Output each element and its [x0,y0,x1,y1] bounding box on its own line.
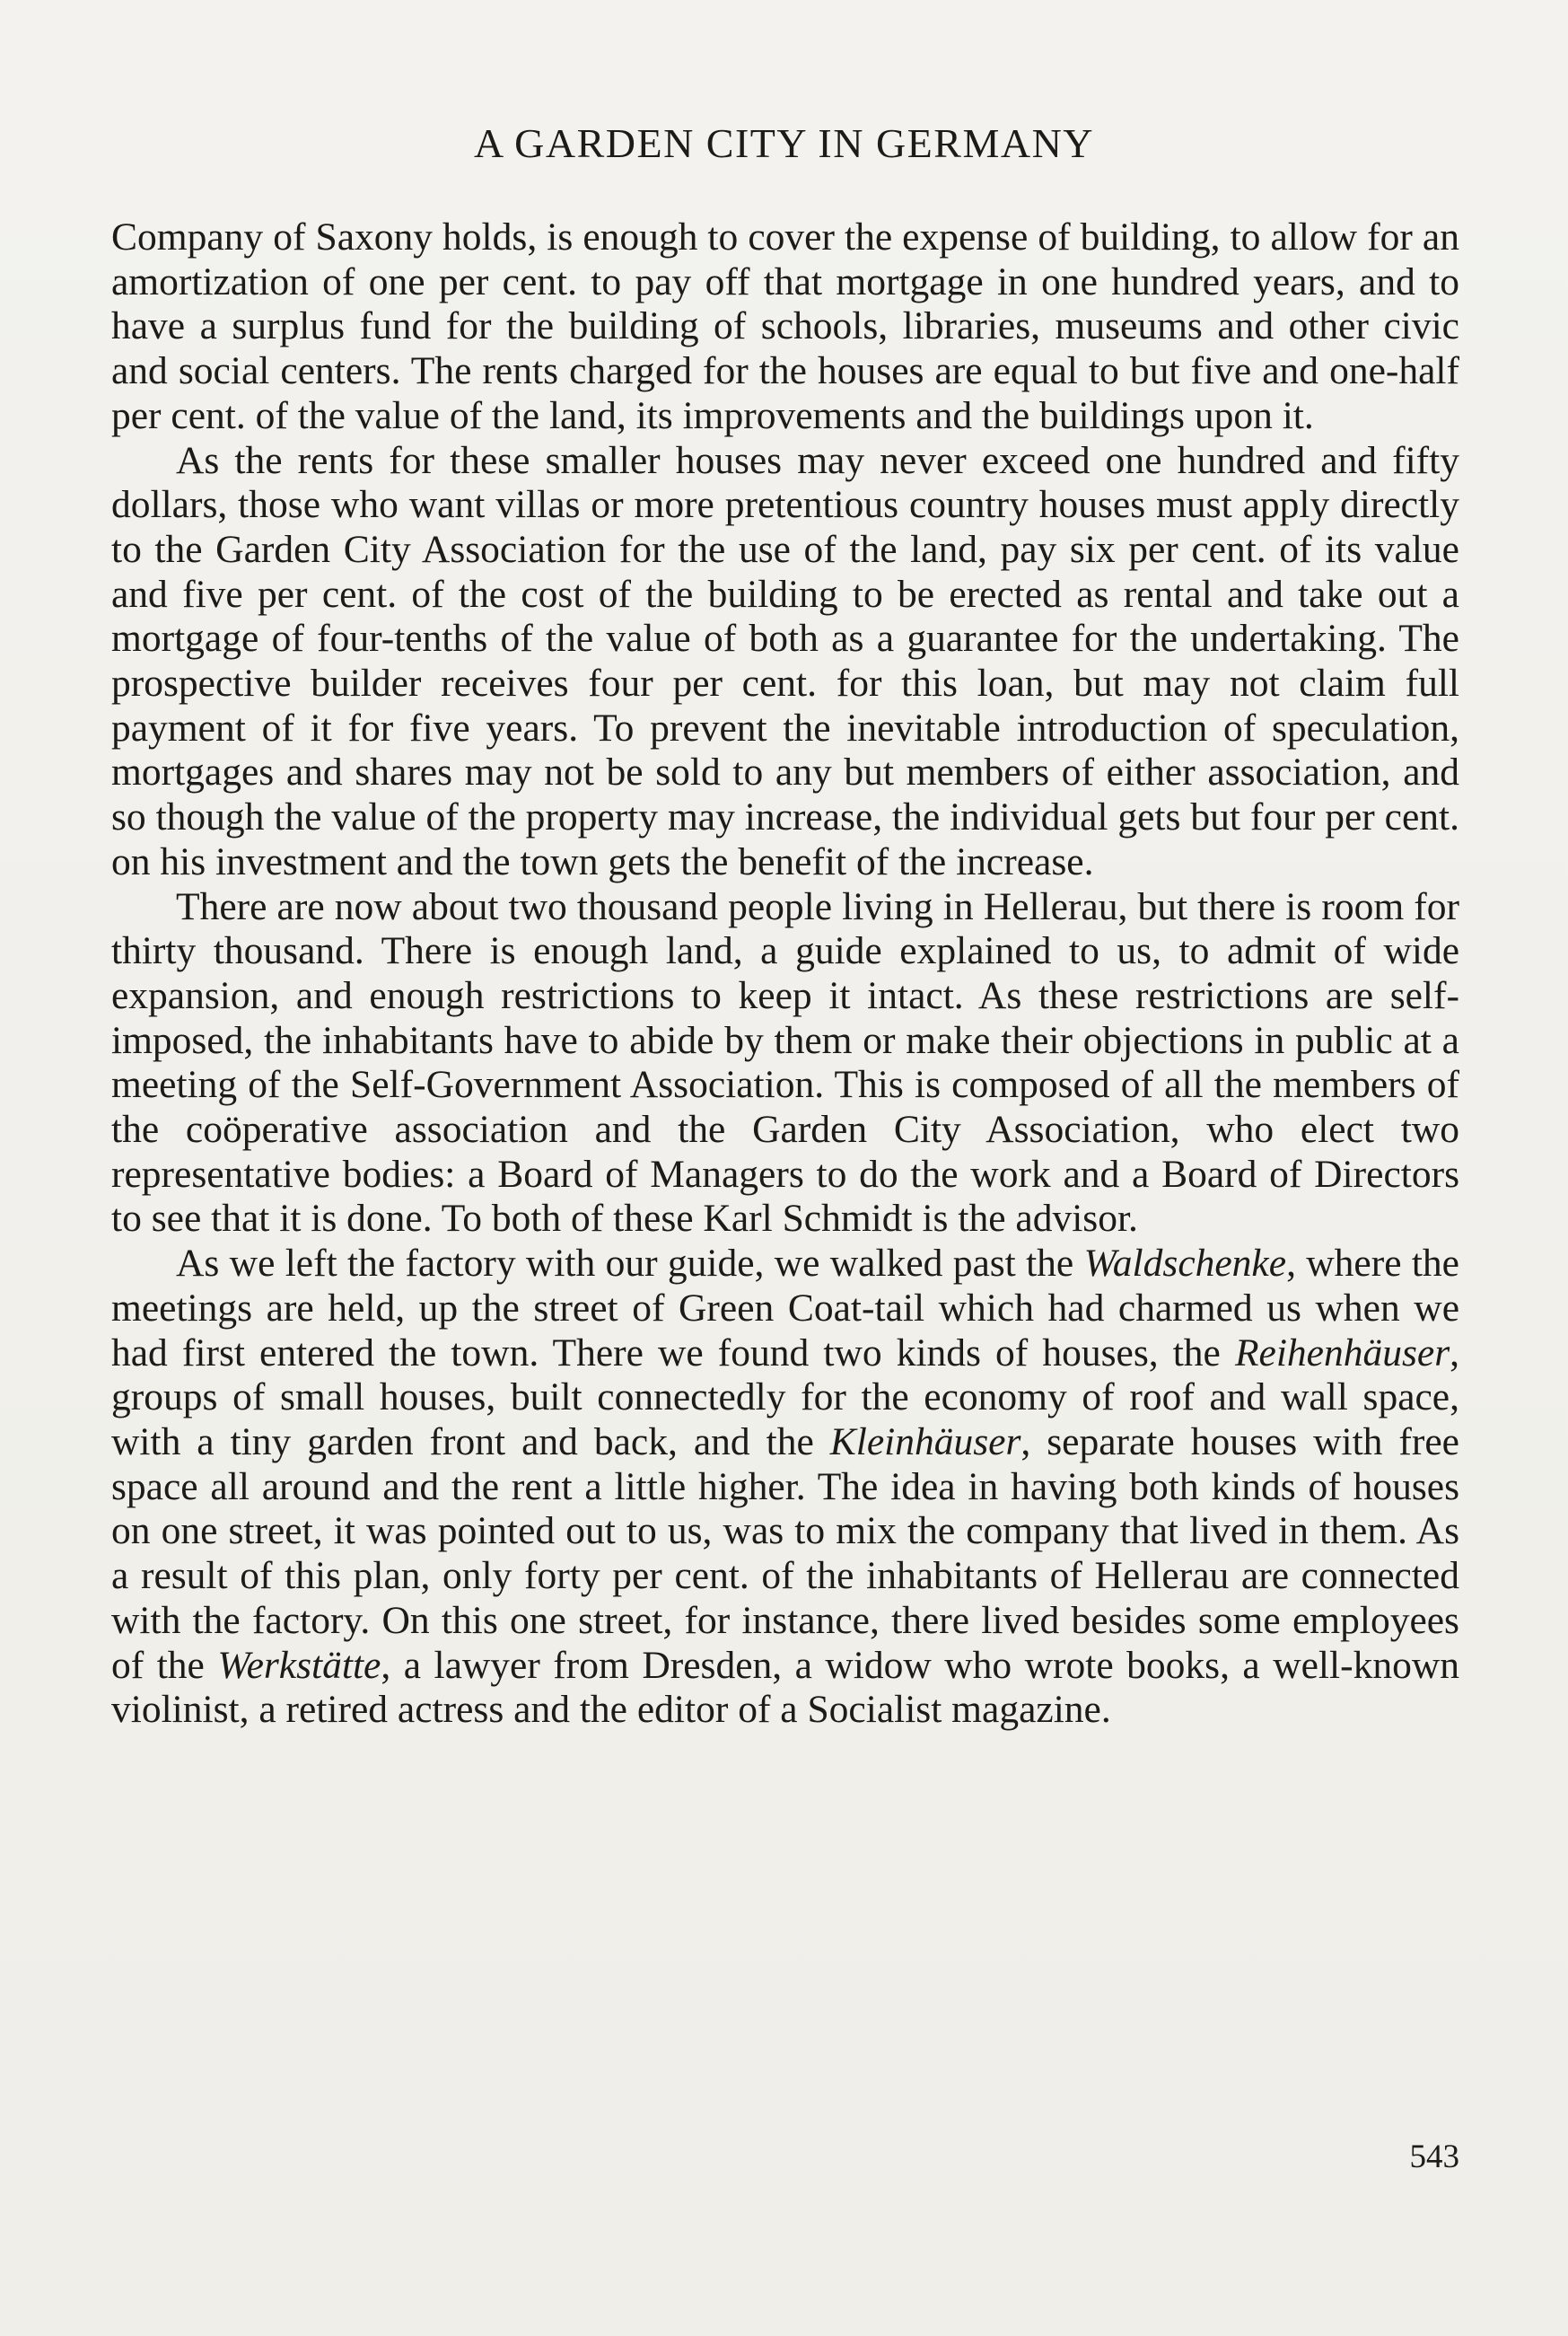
paragraph-4 [111,1242,1459,1733]
paragraph-1: Company of Saxony holds, is enough to cover the expense of building, to allow for an amortization of one per cent. to pay off that mortgage in one hundred years, and to have a surplus fund for the building of schools, libraries, museums and other civic and social centers. The rents charged for the houses are equal to but five and one-half per cent. of the value of the land, its improvements and the buildings upon it. [111,215,1459,437]
paragraph-4-text: , where the meetings are held, up the street of Green Coat-tail which had charmed us when we had first entered the town. There we found two kinds of houses, the [111,1242,1459,1374]
running-head: A GARDEN CITY IN GERMANY [473,120,1095,166]
term-werkstatte: Werkstätte [217,1643,381,1687]
term-reihenhauser: Reihenhäuser [1234,1330,1450,1374]
term-kleinhauser: Kleinhäuser [829,1419,1021,1463]
paragraph-4-text: , groups of small houses, built connectedly for the economy of roof and wall space, with a tiny garden front and back, and the [111,1330,1459,1463]
paragraph-4-text: As we left the factory with our guide, we walked past the [176,1242,1084,1286]
body-text [111,215,1459,1733]
paragraph-4-text: , separate houses with free space all around and the rent a little higher. The idea in having both kinds of houses on one street, it was pointed out to us, was to mix the company that lived in them. As a result of this plan, only forty per cent. of the inhabitants of Hellerau are connected with the factory. On this one street, for instance, there lived besides some employees of the [111,1419,1459,1687]
paragraph-4-text: , a lawyer from Dresden, a widow who wrote books, a well-known violinist, a retired actress and the editor of a Socialist magazine. [111,1643,1459,1732]
page-number: 543 [1409,2138,1459,2175]
term-waldschenke: Waldschenke [1083,1242,1287,1286]
paragraph-2: As the rents for these smaller houses may never exceed one hundred and fifty dollars, those who want villas or more pretentious country houses must apply directly to the Garden City Association for the use of the land, pay six per cent. of its value and five per cent. of the cost of the building to be erected as rental and take out a mortgage of four-tenths of the value of both as a guarantee for the undertaking. The prospective builder receives four per cent. for this loan, but may not claim full payment of it for five years. To prevent the inevitable introduction of speculation, mortgages and shares may not be sold to any but members of either association, and so though the value of the property may increase, the individual gets but four per cent. on his investment and the town gets the benefit of the increase. [111,438,1459,883]
paragraph-3: There are now about two thousand people living in Hellerau, but there is room for thirty thousand. There is enough land, a guide explained to us, to admit of wide expansion, and enough restrictions to keep it intact. As these restrictions are self-imposed, the inhabitants have to abide by them or make their objections in public at a meeting of the Self-Government Association. This is composed of all the members of the coöperative association and the Garden City Association, who elect two representative bodies: a Board of Managers to do the work and a Board of Directors to see that it is done. To both of these Karl Schmidt is the advisor. [111,884,1459,1241]
